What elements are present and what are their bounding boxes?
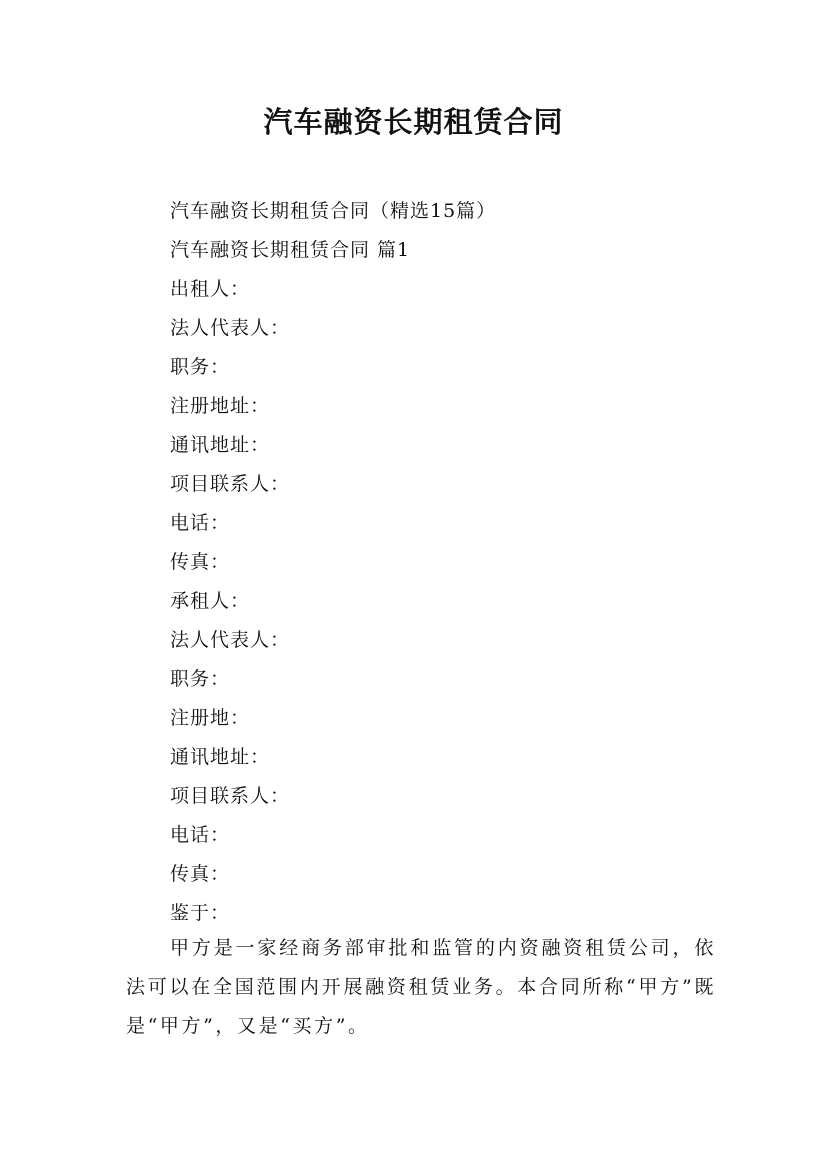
lessee-position-label: 职务：: [170, 668, 231, 690]
whereas-paragraph: 甲方是一家经商务部审批和监管的内资融资租赁公司，依法可以在全国范围内开展融资租赁业务。本合同所称“甲方”既是“甲方”，又是“买方”。: [126, 937, 716, 1037]
lessor-position-label: 职务：: [170, 356, 231, 378]
lessee-registered-place-label: 注册地：: [170, 707, 251, 729]
lessor-legal-rep-label: 法人代表人：: [170, 317, 291, 339]
section-heading: 汽车融资长期租赁合同 篇1: [170, 239, 411, 261]
lessee-legal-rep-label: 法人代表人：: [170, 629, 291, 651]
lessor-registered-address-label: 注册地址：: [170, 395, 271, 417]
whereas-label: 鉴于：: [170, 902, 231, 924]
document-lines: [170, 192, 730, 933]
lessor-project-contact-label: 项目联系人：: [170, 473, 291, 495]
lessor-fax-label: 传真：: [170, 551, 231, 573]
lessor-phone-label: 电话：: [170, 512, 231, 534]
document-title: 汽车融资长期租赁合同: [263, 105, 564, 139]
lessee-mailing-address-label: 通讯地址：: [170, 746, 271, 768]
lessee-phone-label: 电话：: [170, 824, 231, 846]
lessor-mailing-address-label: 通讯地址：: [170, 434, 271, 456]
subtitle-line: 汽车融资长期租赁合同（精选15篇）: [170, 200, 497, 222]
lessee-fax-label: 传真：: [170, 863, 231, 885]
lessor-label: 出租人：: [170, 278, 251, 300]
lessee-label: 承租人：: [170, 590, 251, 612]
lessee-project-contact-label: 项目联系人：: [170, 785, 291, 807]
